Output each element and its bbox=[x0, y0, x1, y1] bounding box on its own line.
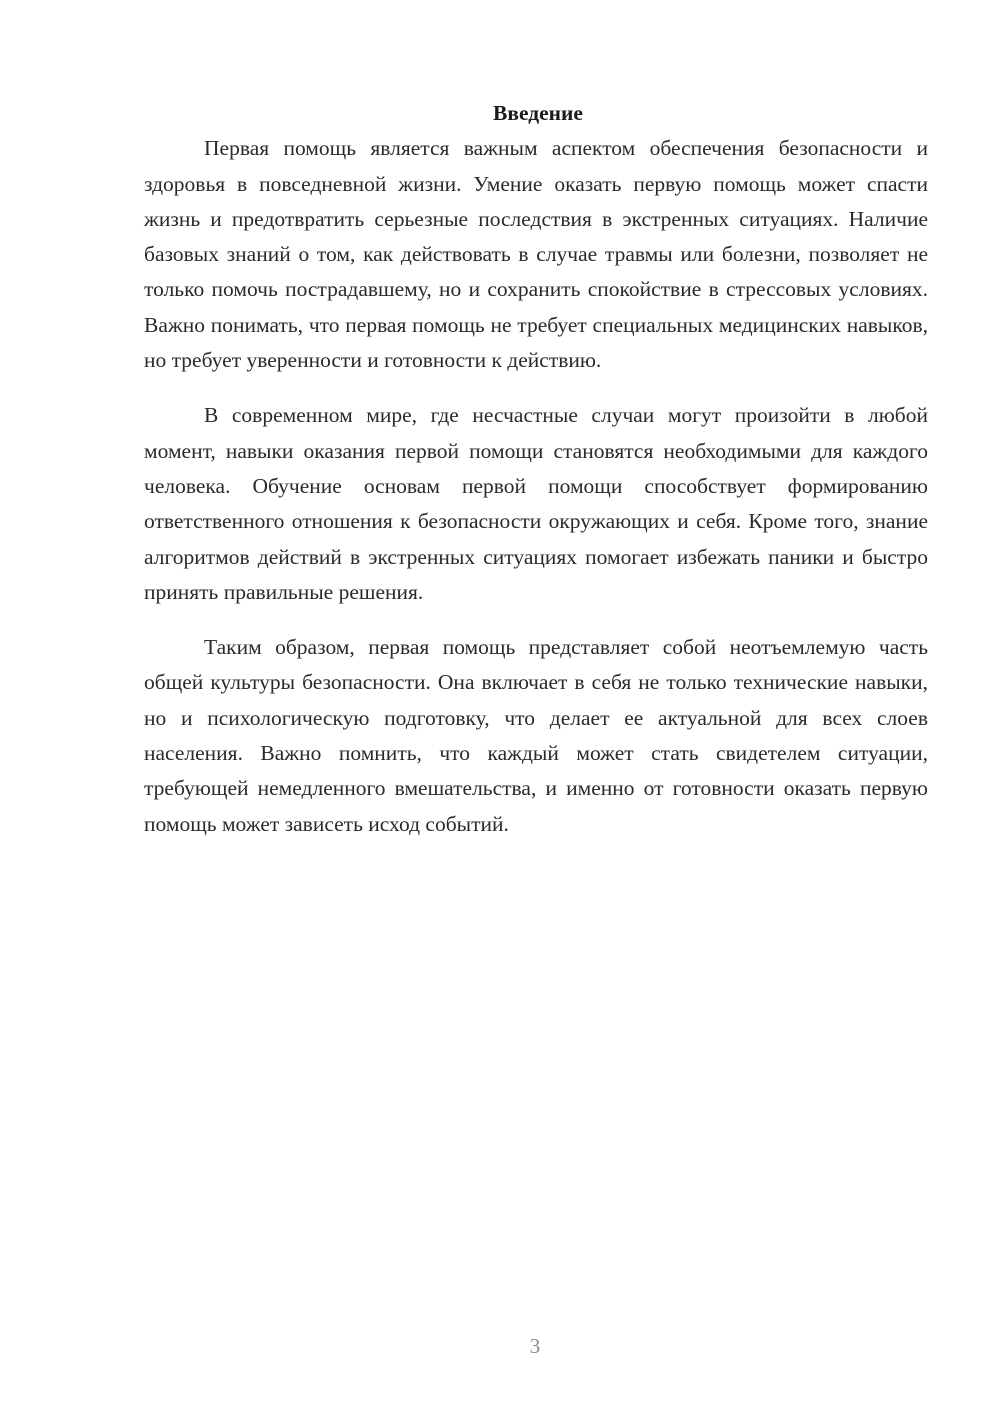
page-number: 3 bbox=[529, 1334, 541, 1358]
paragraph-3: Таким образом, первая помощь представляет собой неотъемлемую часть общей культуры безопасности. Она включает в себя не только технические навыки, но и психологическую подготовку, что делает ее актуальной для всех слоев населения. Важно помнить, что каждый может стать свидетелем ситуации, требующей немедленного вмешательства, и именно от готовности оказать первую помощь может зависеть исход событий. bbox=[144, 635, 928, 836]
paragraph-2: В современном мире, где несчастные случаи могут произойти в любой момент, навыки оказания первой помощи становятся необходимыми для каждого человека. Обучение основам первой помощи способствует формированию ответственного отношения к безопасности окружающих и себя. Кроме того, знание алгоритмов действий в экстренных ситуациях помогает избежать паники и быстро принять правильные решения. bbox=[144, 403, 928, 604]
paragraph-1: Первая помощь является важным аспектом обеспечения безопасности и здоровья в повседневной жизни. Умение оказать первую помощь может спасти жизнь и предотвратить серьезные последствия в экстренных ситуациях. Наличие базовых знаний о том, как действовать в случае травмы или болезни, позволяет не только помочь пострадавшему, но и сохранить спокойствие в стрессовых условиях. Важно понимать, что первая помощь не требует специальных медицинских навыков, но требует уверенности и готовности к действию. bbox=[144, 136, 928, 373]
document-body bbox=[144, 96, 928, 842]
section-heading: Введение bbox=[493, 101, 583, 125]
